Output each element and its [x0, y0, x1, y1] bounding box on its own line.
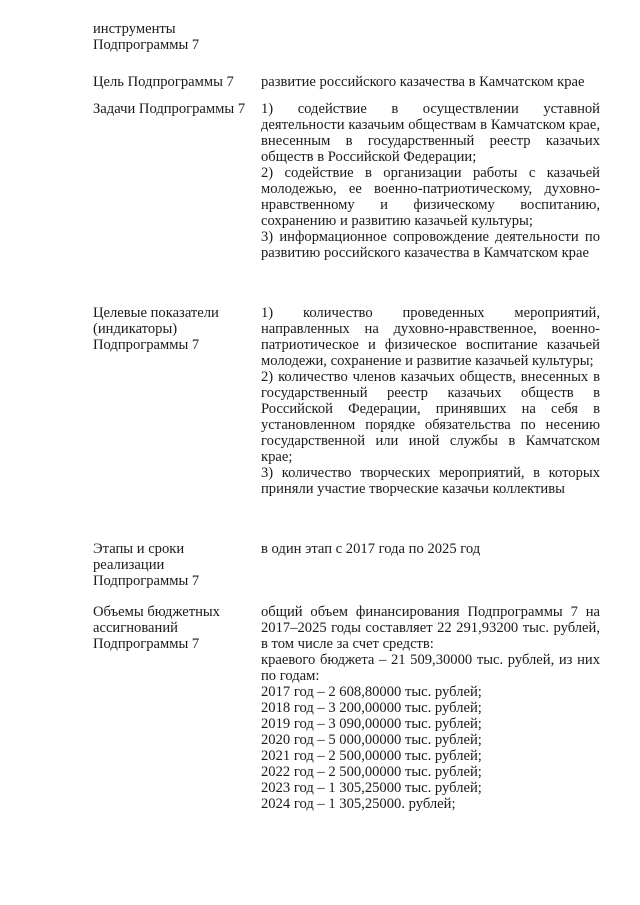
row-label: [93, 604, 253, 652]
row-label-line: Подпрограммы 7: [93, 636, 200, 652]
value-paragraph: 1) количество проведенных мероприятий, направленных на духовно-нравственное, военно-патриотическое и физическое воспитание казачьей молодежи, сохранение и развитие казачьей культуры;: [261, 305, 600, 369]
value-paragraph: развитие российского казачества в Камчатском крае: [261, 74, 585, 90]
budget-year-line: 2020 год – 5 000,00000 тыс. рублей;: [261, 732, 482, 748]
row-label: [93, 305, 253, 353]
value-paragraph: 3) информационное сопровождение деятельности по развитию российского казачества в Камчатском крае: [261, 229, 600, 261]
row-label: [93, 21, 253, 53]
row-label-line: ассигнований: [93, 620, 178, 636]
row-label-line: Задачи Подпрограммы 7: [93, 101, 246, 117]
row-value: [261, 604, 600, 812]
value-paragraph: 3) количество творческих мероприятий, в которых приняли участие творческие казачьи коллективы: [261, 465, 600, 497]
row-value: [261, 541, 600, 557]
value-paragraph: 1) содействие в осуществлении уставной деятельности казачьим обществам в Камчатском крае, внесенным в государственный реестр казачьих обществ в Российской Федерации;: [261, 101, 600, 165]
row-label-line: Целевые показатели: [93, 305, 219, 321]
row-label-line: (индикаторы): [93, 321, 178, 337]
row-label: [93, 541, 253, 589]
row-value: [261, 305, 600, 497]
row-label-line: Объемы бюджетных: [93, 604, 220, 620]
row-value: [261, 101, 600, 261]
row-label-line: реализации: [93, 557, 165, 573]
row-value: [261, 74, 600, 90]
budget-year-line: 2022 год – 2 500,00000 тыс. рублей;: [261, 764, 482, 780]
budget-year-line: 2017 год – 2 608,80000 тыс. рублей;: [261, 684, 482, 700]
row-label-line: Этапы и сроки: [93, 541, 185, 557]
row-label: [93, 101, 253, 117]
value-paragraph: 2) количество членов казачьих обществ, внесенных в государственный реестр казачьих обществ в Российской Федерации, принявших на себя в установленном порядке обязательства по несению государственной или иной службы в Камчатском крае;: [261, 369, 600, 465]
value-paragraph: краевого бюджета – 21 509,30000 тыс. рублей, из них по годам:: [261, 652, 600, 684]
row-label-line: Цель Подпрограммы 7: [93, 74, 234, 90]
row-label-line: Подпрограммы 7: [93, 37, 200, 53]
row-label-line: Подпрограммы 7: [93, 337, 200, 353]
budget-year-line: 2021 год – 2 500,00000 тыс. рублей;: [261, 748, 482, 764]
budget-year-line: 2023 год – 1 305,25000 тыс. рублей;: [261, 780, 482, 796]
budget-year-line: 2024 год – 1 305,25000. рублей;: [261, 796, 456, 812]
row-label: [93, 74, 253, 90]
value-paragraph: в один этап с 2017 года по 2025 год: [261, 541, 481, 557]
row-label-line: инструменты: [93, 21, 176, 37]
value-paragraph: общий объем финансирования Подпрограммы 7 на 2017–2025 годы составляет 22 291,93200 тыс. рублей, в том числе за счет средств:: [261, 604, 600, 652]
budget-year-line: 2018 год – 3 200,00000 тыс. рублей;: [261, 700, 482, 716]
row-label-line: Подпрограммы 7: [93, 573, 200, 589]
value-paragraph: 2) содействие в организации работы с казачьей молодежью, ее военно-патриотическому, духовно-нравственному и физическому воспитанию, сохранению и развитию казачьей культуры;: [261, 165, 600, 229]
budget-year-line: 2019 год – 3 090,00000 тыс. рублей;: [261, 716, 482, 732]
